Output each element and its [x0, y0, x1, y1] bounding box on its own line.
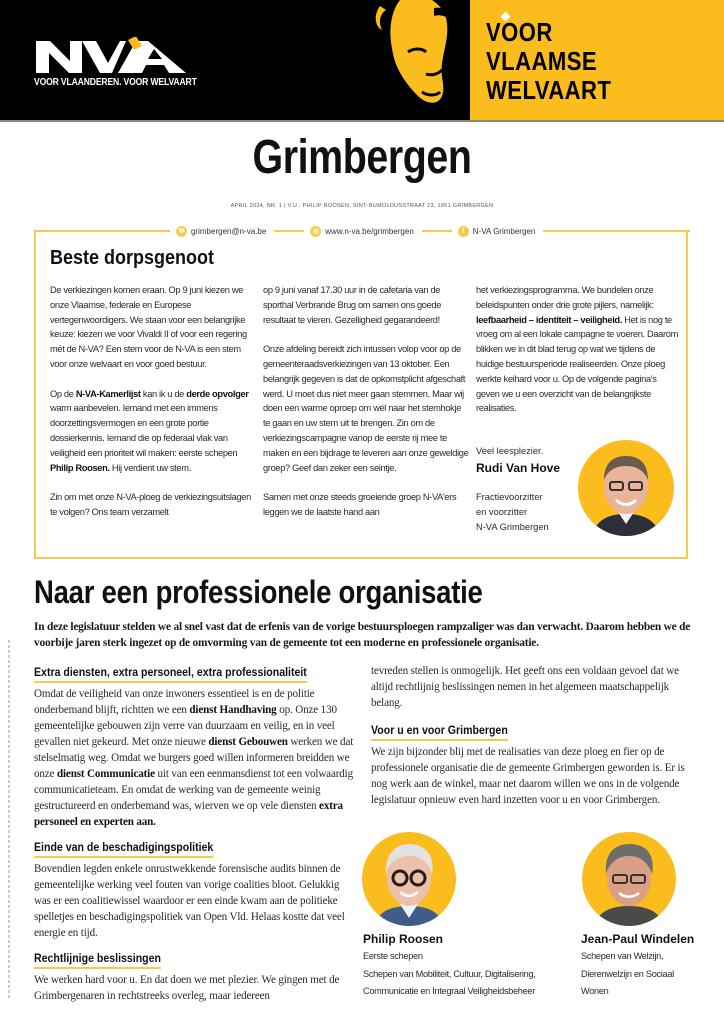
- role-line: Fractievoorzitter: [476, 492, 543, 502]
- article-title: Naar een professionele organisatie: [34, 574, 483, 610]
- article-column-left: [34, 663, 356, 1004]
- slogan-line: WELVAART: [486, 75, 612, 105]
- section-body: Bovendien legden enkele onrustwekkende forensische audits binnen de gemeentelijke werking veel fouten van vorige coalities bloot. Gelukkig was er een coalitiewissel waardoor er een einde kwam aan de politieke spelletjes en beschadigingspolitiek van Open Vld. Helaas kostte dat veel energie en tijd.: [34, 863, 345, 939]
- paragraph: De verkiezingen komen eraan. Op 9 juni kiezen we onze Vlaamse, federale en Europese vertegenwoordigers. We staan voor een belangrijke keuze: kiezen we voor Vivaldi II of voor een regering mét de N-VA? Een stem voor de N-VA is een stem voor onze welvaart en voor goed bestuur.: [50, 285, 247, 369]
- contact-row: [34, 224, 690, 238]
- text: kan ik u de: [140, 388, 187, 399]
- mail-icon: ✉: [176, 226, 187, 237]
- slogan-line: VLAAMSE: [486, 46, 598, 76]
- page-title: Grimbergen: [252, 131, 472, 184]
- divider: [274, 230, 304, 232]
- person-name: Jean-Paul Windelen: [581, 932, 695, 946]
- signature-role: [476, 490, 549, 534]
- person-philip-roosen: [363, 932, 583, 1001]
- paragraph: Zin om met onze N-VA-ploeg de verkiezingsuitslagen te volgen? Ons team verzamelt: [50, 492, 251, 517]
- divider: [543, 230, 690, 232]
- portrait-jean-paul-windelen: [582, 832, 676, 926]
- role-line: Dierenwelzijn en Sociaal: [581, 968, 674, 979]
- bold-text: dienst Communicatie: [56, 768, 155, 780]
- role-line: Communicatie en Integraal Veiligheidsbeheer: [363, 986, 535, 996]
- section-heading: Voor u en voor Grimbergen: [371, 725, 508, 741]
- contact-email[interactable]: grimbergen@n-va.be: [191, 226, 267, 236]
- fine-print-strip: [6, 640, 12, 1000]
- paragraph: Samen met onze steeds groeiende groep N-VA'ers leggen we de laatste hand aan: [263, 492, 457, 517]
- role-line: Schepen van Welzijn,: [581, 951, 664, 961]
- person-name: Philip Roosen: [363, 932, 444, 946]
- section-heading: Einde van de beschadigingspolitiek: [34, 842, 213, 858]
- role-line: Wonen: [581, 986, 609, 996]
- paragraph: [50, 387, 258, 476]
- bold-text: extra personeel en experten aan.: [34, 800, 343, 828]
- logo-tagline: VOOR VLAANDEREN. VOOR WELVAART: [34, 76, 197, 88]
- portrait-philip-roosen: [362, 832, 456, 926]
- portrait-image: [582, 832, 676, 926]
- facebook-icon: f: [458, 226, 469, 237]
- bold-text: derde opvolger: [186, 388, 249, 399]
- signature-greeting: Veel leesplezier.: [476, 446, 544, 456]
- person-jean-paul-windelen: [581, 932, 721, 1001]
- text: Het is nog te vroeg om al een lokale campagne te voeren. Daarom blikken we in dit blad terug op wat we tijdens de huidige bestuursperiode realiseerden. Onze ploeg werkte keihard voor u. Op de volgende pagina's geven we u een overzicht van de belangrijkste realisaties.: [476, 314, 678, 414]
- text: uit van een eenmansdienst tot een volwaardig communicatieteam. En omdat de werking van de gemeente weinig gestructureerd en onderbemand was, wierven we op vele diensten: [34, 768, 354, 812]
- divider: [34, 230, 170, 232]
- web-icon: ◎: [310, 226, 321, 237]
- contact-website[interactable]: www.n-va.be/grimbergen: [325, 226, 414, 236]
- portrait-image: [362, 832, 456, 926]
- section-heading: Rechtlijnige beslissingen: [34, 953, 161, 969]
- text: warm aanbevelen. Iemand met een immens doorzettingsvermogen en een grote portie dossierkennis. Iemand die op federaal vlak van veiligheid een prioriteit wil maken: eerste schepen: [50, 403, 238, 458]
- paragraph: Onze afdeling bereidt zich intussen volop voor op de gemeenteraadsverkiezingen van 13 oktober. Een belangrijk gegeven is dat de opkomstplicht afgeschaft werd. U moet dus niet meer gaan stemmen. Maar wij doen een warme oproep om wél naar het stemhokje te gaan en uw stem uit te brengen. Zin om de verkiezingscampagne vanop de eerste rij mee te maken en een bijdrage te leveren aan onze geweldige groep? Geef dan zeker een seintje.: [263, 344, 469, 473]
- bold-text: dienst Handhaving: [189, 704, 277, 716]
- article-column-right: [371, 663, 693, 808]
- slogan: [486, 18, 611, 105]
- role-line: Schepen van Mobiliteit, Cultuur, Digitalisering,: [363, 968, 536, 979]
- section-body: We werken hard voor u. En dat doen we met plezier. We gingen met de Grimbergenaren in rechtstreeks overleg, maar iedereen: [34, 974, 340, 1002]
- text: het verkiezingsprogramma. We bundelen onze beleidspunten onder drie grote pijlers, namelijk:: [476, 285, 654, 310]
- slogan-line: VOOR: [486, 17, 553, 47]
- role-line: Eerste schepen: [363, 951, 423, 961]
- article-lead: In deze legislatuur stelden we al snel vast dat de erfenis van de vorige bestuursploegen rampzaliger was dan verwacht. Daarom hebben we de voorbije jaren sterk ingezet op de omvorming van de gemeente tot een moderne en professionele organisatie.: [34, 621, 691, 649]
- person-role: [363, 948, 583, 1001]
- role-line: en voorzitter: [476, 506, 528, 517]
- bold-text: N-VA-Kamerlijst: [75, 388, 141, 399]
- role-line: N-VA Grimbergen: [476, 521, 549, 532]
- letter-column-2: [263, 283, 469, 535]
- nva-logo: [36, 37, 186, 73]
- portrait-rudi-van-hove: [578, 440, 674, 536]
- contact-facebook[interactable]: N-VA Grimbergen: [472, 226, 536, 236]
- lion-icon: [330, 0, 470, 120]
- section-body: We zijn bijzonder blij met de realisaties van deze ploeg en fier op de professionele organisatie die de gemeente Grimbergen geworden is. Er is nog werk aan de winkel, maar net daarom willen we ons in de volgende legislatuur opnieuw even hard inzetten voor u en voor Grimbergen.: [371, 746, 685, 806]
- text: Omdat de veiligheid van onze inwoners essentieel is en de politie onderbemand blijft, richtten we een: [34, 688, 315, 716]
- text: werken we dat stelselmatig weg. Omdat we burgers goed willen informeren breidden we onze: [34, 736, 354, 780]
- section-body: [34, 686, 356, 830]
- divider: [422, 230, 452, 232]
- text: Hij verdient uw stem.: [109, 462, 191, 473]
- text: Op de: [50, 388, 76, 399]
- bold-text: dienst Gebouwen: [208, 736, 288, 748]
- section-body: tevreden stellen is onmogelijk. Het geeft ons een voldaan gevoel dat we altijd rechtlijnig beslissingen nemen in het algemeen maatschappelijk belang.: [371, 665, 679, 709]
- person-role: [581, 948, 721, 1001]
- signature-name: Rudi Van Hove: [476, 461, 561, 475]
- section-heading: Extra diensten, extra personeel, extra professionaliteit: [34, 667, 307, 683]
- paragraph: op 9 juni vanaf 17.30 uur in de cafetaria van de sporthal Verbrande Brug om samen ons goede resultaat te vieren. Gezelligheid gegarandeerd!: [263, 285, 442, 325]
- paragraph: [476, 283, 682, 416]
- bold-text: leefbaarheid – identiteit – veiligheid.: [476, 314, 622, 325]
- letter-column-1: [50, 283, 258, 535]
- header-divider: [0, 120, 724, 122]
- letter-column-3: [476, 283, 682, 431]
- portrait-image: [578, 440, 674, 536]
- letter-title: Beste dorpsgenoot: [50, 247, 215, 269]
- issue-line: APRIL 2024, NR. 1 | V.U.: PHILIP ROOSEN, SINT-RUMOLDUSSTRAAT 23, 1851 GRIMBERGEN: [230, 203, 494, 209]
- text: op. Onze 130 gemeentelijke gebouwen zijn verre van duurzaam en veilig, en in veel gevallen niet gekeurd. Met onze nieuwe: [34, 704, 337, 748]
- bold-text: Philip Roosen.: [50, 462, 110, 473]
